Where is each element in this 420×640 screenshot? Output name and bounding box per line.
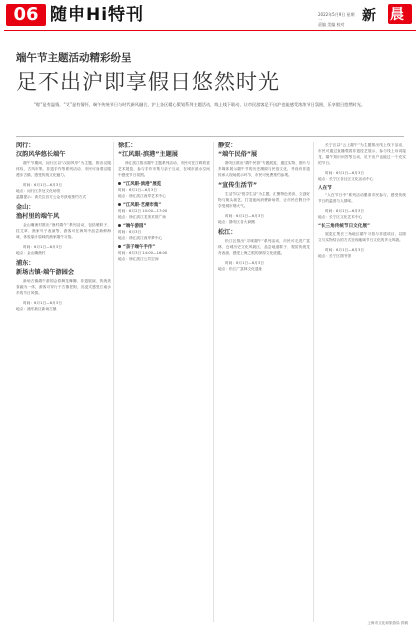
event-name-text: “亲子端午手作” [123,245,156,250]
article-section [118,182,210,263]
page-number: 06 [13,4,39,25]
event-detail: 地点：徐汇滨江西岸艺术中心 [118,194,166,199]
column-1 [16,142,111,622]
event-name-text: “江风眼·艺潮市集” [123,203,162,208]
article-section [318,224,406,242]
masthead-rule [4,30,416,31]
section-title: 松江： [218,229,237,236]
event-name-text: “江风眼·滨港”展览 [123,182,162,187]
event-info: 时间：6月1日—6月3日 地点：静安区各大商圈 [218,214,264,224]
article-section [218,182,310,209]
issue-staff: 责编 美编 校对 [318,22,345,27]
article-section [16,300,111,312]
section-body: “人在节日中”系列活动邀请市民参与，感受传统节日的温度与人情味。 [318,193,406,204]
section-subtitle: “江风眼·滨港”主题展 [118,151,178,158]
event-detail: 地点：徐汇滨江西岸梦中心 [118,236,163,241]
section-body: 金山嘴渔村推出“渔村端午”系列活动，包括裹粽子、挂艾草、渔家号子表演等，游客可在海风中品尝新鲜海味，体验原汁原味的渔家端午习俗。 [16,223,111,239]
column-separator [213,142,214,622]
article-section [118,142,210,178]
bullet-icon [118,245,121,248]
section-body: 静安区推出“端午民俗”专题展览，通过实物、图片与多媒体展示端午节的历史渊源与民俗文化，并设有非遗传承人现场展示环节，市民可免费预约参观。 [218,161,310,177]
event-item [118,203,210,221]
section-title: 金山： [16,204,35,211]
section-body: 展览汇集长三角地区端午习俗与非遗项目，以图文与实物结合的方式呈现地域节日文化的多元风貌。 [318,231,406,242]
kicker: 端午节主题活动精彩纷呈 [16,52,132,64]
section-title: 浦东： [16,260,35,267]
event-info: 时间：6月1日—6月3日 地点：浦东新区新场古镇 [16,301,62,311]
section-body: 端午节期间，闵行区以“汉韵风华”为主题，推出汉服体验、古风市集、非遗手作等系列活动，市民可身着汉服漫步古镇，感受传统文化魅力。 [16,161,111,177]
article-section [318,186,406,204]
event-info: 时间：6月1日—6月3日 地点：长宁区各社区文化活动中心 [318,171,374,181]
bullet-icon [118,224,121,227]
article-section [16,142,111,178]
section-title: 徐汇： [118,142,137,149]
section-subtitle: 人在节 [318,186,332,191]
page-headline: 足不出沪即享假日悠然时光 [16,70,280,94]
svg-text:新: 新 [362,8,376,24]
event-detail: 地点：徐汇滨江龙美术馆广场 [118,215,166,220]
event-item [118,245,210,263]
bullet-icon [118,182,121,185]
article-section [218,213,310,225]
column-2 [118,142,210,622]
section-body: 新场古镇端午游园会将舞龙舞狮、非遗展演、传统美食融为一体，游客可穿行于古镇老街，沉浸式感受江南水乡的节日风情。 [16,279,111,295]
column-separator [113,142,114,622]
section-subtitle: “宣传生活节” [218,182,258,189]
newspaper-logo [360,1,414,31]
event-info: 时间：6月1日—6月3日 地点：闵行区多处文化场馆 温馨提示：请关注官方公众号获取预约方式 [16,183,87,199]
headline-divider [16,136,404,137]
event-detail: 时间：6月3日 14:00—16:00 [118,251,168,256]
article-section [218,229,310,256]
column-3 [218,142,310,622]
bullet-icon [118,203,121,206]
lead-paragraph: “粽”是有温情，“艾”是有情怀，端午传统节日与时代新风融合，沪上各区精心策划系列主题活动，线上线下联动，让市民游客足不出沪也能感受浓浓节日氛围，乐享假日悠然时光。 [34,102,366,107]
event-info: 时间：6月1日—6月3日 地点：金山嘴渔村 [16,245,62,255]
section-body: 生活节以“悦享生活”为主题，汇聚特色美食、文创好物与街头演艺，打造夜间消费新场景，让市民在假日中享受城市烟火气。 [218,192,310,208]
article-section [318,142,406,166]
article-section [16,260,111,296]
section-title: 闵行： [16,142,35,149]
masthead [0,0,420,34]
issue-meta [318,12,358,27]
section-subtitle: “长三角传统节日文化展” [318,224,370,230]
article-section [318,170,406,182]
section-subtitle: 新场古镇·端午游园会 [16,269,75,276]
page-number-badge [6,4,46,26]
article-section [318,208,406,220]
event-item [118,182,210,200]
event-info: 时间：6月1日—6月3日 地点：长宁区文化艺术中心 [318,209,364,220]
article-section [16,204,111,240]
event-detail: 时间：6月1日—6月3日 [118,188,157,193]
article-section [218,142,310,178]
issue-date: 2022年5月9日 星期一 [318,12,355,22]
column-title: 随申Hi特刊 [50,5,145,25]
event-detail: 地点：徐汇滨江公共空间 [118,257,159,262]
section-title: 静安： [218,142,237,149]
event-detail: 时间：6月2日 10:00—17:00 [118,209,168,214]
section-body: 松江区推出“寻味端午”系列活动，市民可走进广富林、仓城历史文化风貌区，品尝地道粽子、观赏传统龙舟表演，感受上海之根的深厚文化底蕴。 [218,239,310,255]
footer-credit: 上海市文化和旅游局 供稿 [367,621,408,625]
article-section [218,260,310,272]
event-detail: 时间：6月3日 [118,230,142,235]
section-body: 徐汇滨江推出端午主题系列活动，市民可在江畔欣赏艺术展览，参与手作市集与亲子互动，在城市滨水空间中感受节日氛围。 [118,161,210,177]
event-info: 时间：6月1日—6月3日 地点：长宁区图书馆 [318,247,364,258]
section-subtitle: “端午民俗”展 [218,151,258,158]
event-info: 时间：6月1日—6月3日 地点：松江广富林文化遗址 [218,261,264,271]
section-subtitle: 汉韵风华悠长端午 [16,151,66,158]
svg-text:晨: 晨 [390,7,404,23]
event-name-text: “端午游园” [123,224,147,229]
event-item [118,224,210,242]
article-section [16,244,111,256]
logo-mark-icon [360,1,414,31]
article-section [318,247,406,259]
article-section [16,182,111,200]
column-4 [318,142,406,622]
section-subtitle: 渔村里的端午风 [16,213,60,220]
section-body: 长宁区以“云上端午”为主题推出线上线下活动，市民可通过直播观看非遗技艺展示，参与线上诗词接龙、端午知识问答等互动，足不出户也能过一个充实的节日。 [318,143,406,165]
column-separator [313,142,314,622]
